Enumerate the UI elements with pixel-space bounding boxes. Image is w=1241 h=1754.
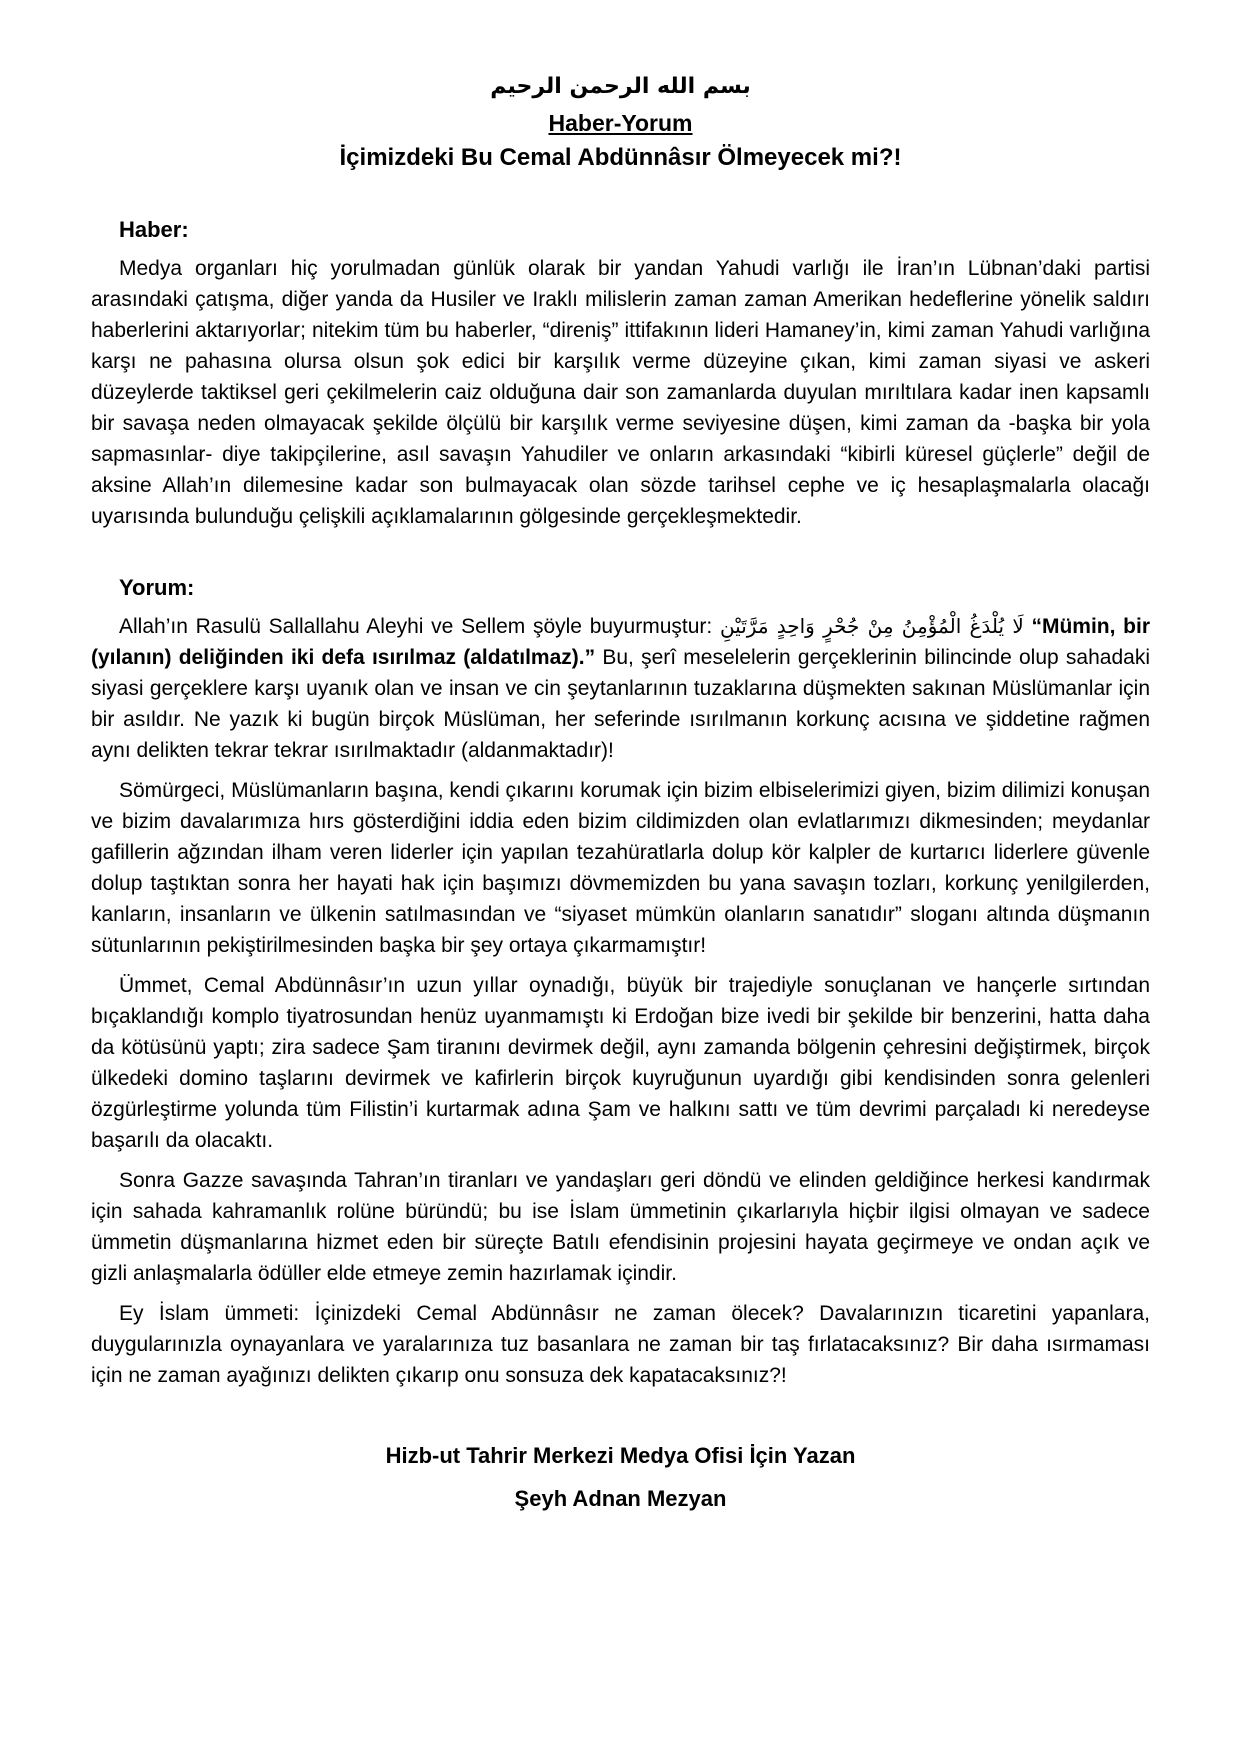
footer-author: Şeyh Adnan Mezyan [514, 1486, 727, 1511]
yorum-hadith-paragraph: Allah’ın Rasulü Sallallahu Aleyhi ve Sellem şöyle buyurmuştur: لَا يُلْدَغُ الْمُؤْمِنُ مِنْ جُحْرٍ وَاحِدٍ مَرَّتَيْنِ “Mümin, bir (yılanın) deliğinden iki defa ısırılmaz (aldatılmaz).” Bu, şerî meselelerin gerçeklerinin bilincinde olup sahadaki siyasi gerçeklere karşı uyanık olan ve insan ve cin şeytanlarının tuzaklarına düşmekten sakınan Müslümanlar için bir asıldır. Ne yazık ki bugün birçok Müslüman, her seferinde ısırılmanın korkunç acısına ve şiddetine rağmen aynı delikten tekrar tekrar ısırılmaktadır (aldanmaktadır)! [91, 614, 1150, 762]
footer [91, 1441, 1150, 1514]
yorum-paragraph: Sömürgeci, Müslümanların başına, kendi çıkarını korumak için bizim elbiselerimizi giyen, bizim dilimizi konuşan ve bizim davalarımıza hırs gösterdiğini iddia eden bizim cildimizden olan evlatlarımızı dikmesinden; meydanlar gafillerin ağzından ilham veren liderler için yapılan tezahüratlarla dolup kör kalpler de kurtarıcı liderlere güvenle dolup taştıktan sonra her hayati hak için başımızı dövmemizden bu yana savaşın tozları, korkunç yenilgilerden, kanların, insanların ve ülkenin satılmasından ve “siyaset mümkün olanların sanatıdır” sloganı altında düşmanın sütunlarının pekiştirilmesinden başka bir şey ortaya çıkarmamıştır! [91, 779, 1150, 957]
page-title: İçimizdeki Bu Cemal Abdünnâsır Ölmeyecek mi?! [339, 144, 902, 171]
yorum-paragraph: Ümmet, Cemal Abdünnâsır’ın uzun yıllar oynadığı, büyük bir trajediyle sonuçlanan ve hançerle sırtından bıçaklandığı komplo tiyatrosundan henüz uyanmamıştı ki Erdoğan bize ivedi bir şekilde bir benzerini, hatta daha da kötüsünü yaptı; zira sadece Şam tiranını devirmek değil, aynı zamanda bölgenin çehresini değiştirmek, birçok ülkedeki domino taşlarını devirmek ve kafirlerin birçok kuyruğunun uyardığı gibi kendisinden sonra gelenleri özgürleştirme yolunda tüm Filistin’i kurtarmak adına Şam ve halkını sattı ve tüm devrimi parçaladı ki neredeyse başarılı da olacaktı. [91, 974, 1150, 1152]
yorum-paragraph: Sonra Gazze savaşında Tahran’ın tiranları ve yandaşları geri döndü ve elinden geldiğince herkesi kandırmak için sahada kahramanlık rolüne büründü; bu ise İslam ümmetinin çıkarlarıyla hiçbir ilgisi olmayan ve sadece ümmetin düşmanlarına hizmet eden bir süreçte Batılı efendisinin projesini hayata geçirmeye ve ondan açık ve gizli anlaşmalarla ödüller elde etmeye zemin hazırlamak içindir. [91, 1169, 1150, 1285]
footer-byline: Hizb-ut Tahrir Merkezi Medya Ofisi İçin Yazan [385, 1443, 856, 1468]
section-heading-yorum: Yorum: [119, 575, 195, 600]
haber-paragraph: Medya organları hiç yorulmadan günlük olarak bir yandan Yahudi varlığı ile İran’ın Lübnan’daki partisi arasındaki çatışma, diğer yanda da Husiler ve Iraklı milislerin zaman zaman Amerikan hedeflerine yönelik saldırı haberlerini aktarıyorlar; nitekim tüm bu haberler, “direniş” ittifakının lideri Hamaney’in, kimi zaman Yahudi varlığına karşı ne pahasına olursa olsun şok edici bir karşılık verme düzeyine çıkan, kimi zaman siyasi ve askeri düzeylerde taktiksel geri çekilmelerin caiz olduğuna dair son zamanlarda duyulan mırıltılara kadar inen kapsamlı bir savaşa neden olmayacak şekilde ölçülü bir karşılık verme seviyesine düşen, kimi zaman da -başka bir yola sapmasınlar- diye takipçilerine, asıl savaşın Yahudiler ve onların arkasındaki “kibirli küresel güçlerle” değil de aksine Allah’ın dilemesine kadar son bulmayacak olan sözde tarihsel cephe ve iç hesaplaşmalarla olacağı uyarısında bulunduğu çelişkili açıklamalarının gölgesinde gerçekleşmektedir. [91, 257, 1150, 528]
yorum-paragraph: Ey İslam ümmeti: İçinizdeki Cemal Abdünnâsır ne zaman ölecek? Davalarınızın ticaretini yapanlara, duygularınızla oynayanlara ve yaralarınıza tuz basanlara ne zaman bir taş fırlatacaksınız? Bir daha ısırmaması için ne zaman ayağınızı delikten çıkarıp onu sonsuza dek kapatacaksınız?! [91, 1302, 1150, 1387]
doc-type-heading: Haber-Yorum [548, 110, 693, 136]
bismillah-text: بسم الله الرحمن الرحيم [490, 74, 751, 99]
section-heading-haber: Haber: [119, 217, 189, 242]
